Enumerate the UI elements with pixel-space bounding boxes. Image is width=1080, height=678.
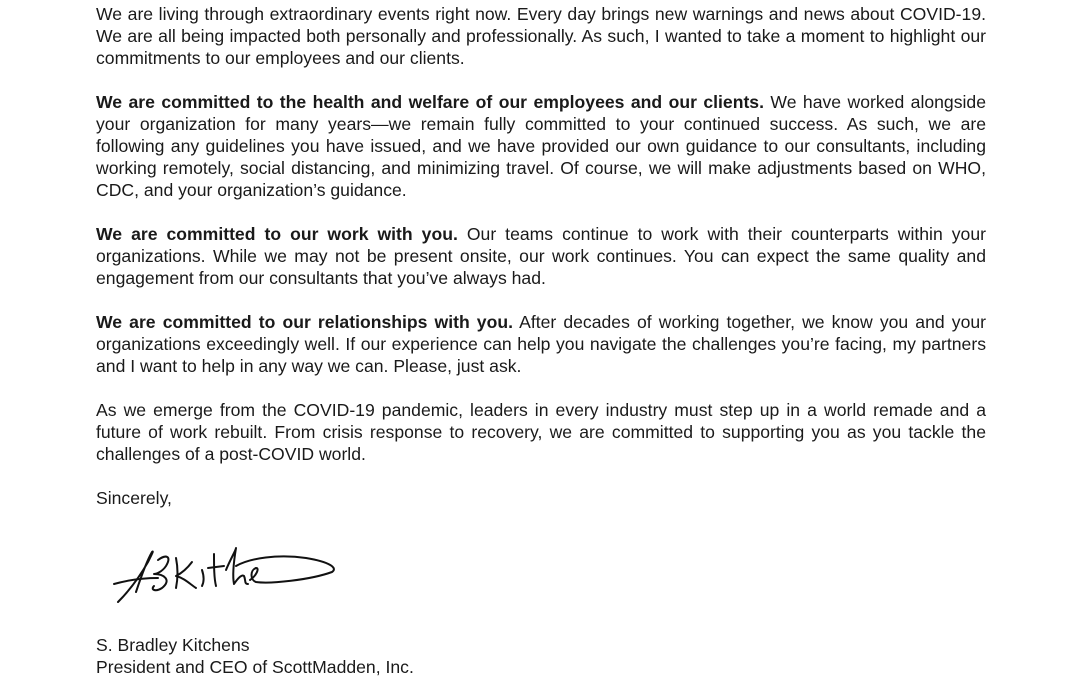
paragraph-text: We have worked alongside your organization for many years—we remain fully committed to your continued success. As such, we are following any guidelines you have issued, and we have provided our own guidance to our consultants, including working remotely, social distancing, and minimizing travel. Of course, we will make adjustments based on WHO, CDC, and your organization’s guidance. <box>96 92 986 200</box>
signer-name: S. Bradley Kitchens <box>96 635 250 655</box>
paragraph-lead: We are committed to our relationships with you. <box>96 312 513 332</box>
handwritten-signature <box>110 540 340 610</box>
paragraph-text: After decades of working together, we know you and your organizations exceedingly well. If our experience can help you navigate the challenges you’re facing, my partners and I want to help in any way we can. Please, just ask. <box>96 312 986 376</box>
paragraph-text: Our teams continue to work with their counterparts within your organizations. While we may not be present onsite, our work continues. You can expect the same quality and engagement from our consultants that you’ve always had. <box>96 224 986 288</box>
paragraph-lead: We are committed to our work with you. <box>96 224 458 244</box>
signer-title: President and CEO of ScottMadden, Inc. <box>96 657 414 677</box>
signer-block <box>96 634 414 678</box>
paragraph-health-welfare <box>96 91 986 201</box>
paragraph-relationships <box>96 311 986 377</box>
paragraph-work <box>96 223 986 289</box>
closing-salutation: Sincerely, <box>96 488 172 508</box>
paragraph-text: As we emerge from the COVID-19 pandemic, leaders in every industry must step up in a world remade and a future of work rebuilt. From crisis response to recovery, we are committed to supporting you as you tackle the challenges of a post-COVID world. <box>96 400 986 464</box>
paragraph-text: We are living through extraordinary events right now. Every day brings new warnings and news about COVID-19. We are all being impacted both personally and professionally. As such, I wanted to take a moment to highlight our commitments to our employees and our clients. <box>96 4 986 68</box>
paragraph-intro <box>96 3 986 69</box>
paragraph-outlook <box>96 399 986 465</box>
letter-body <box>96 3 986 509</box>
paragraph-lead: We are committed to the health and welfare of our employees and our clients. <box>96 92 764 112</box>
